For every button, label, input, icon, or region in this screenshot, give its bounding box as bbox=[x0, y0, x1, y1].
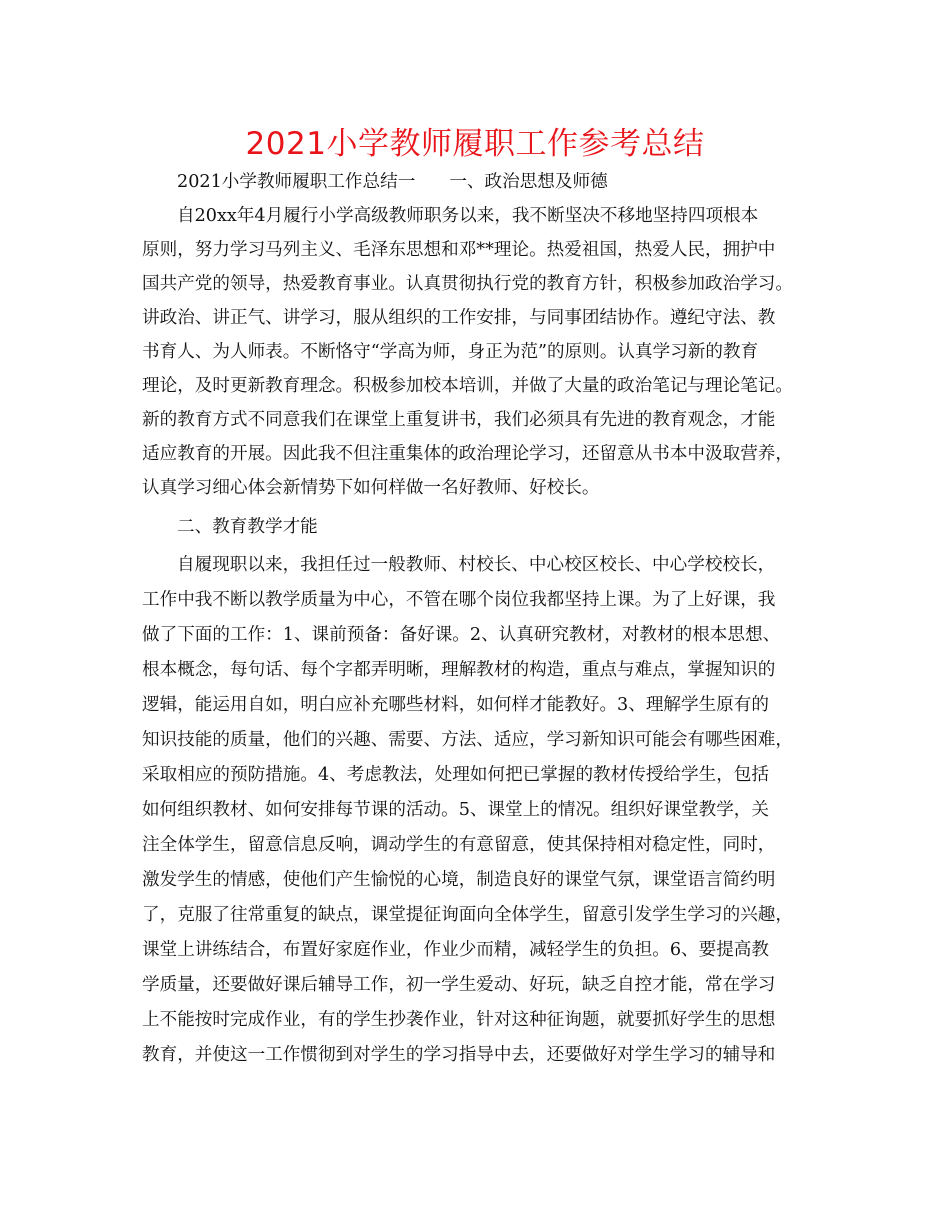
paragraph-line: 如何组织教材、如何安排每节课的活动。5、课堂上的情况。组织好课堂教学，关 bbox=[142, 800, 769, 820]
paragraph-line: 讲政治、讲正气、讲学习，服从组织的工作安排，与同事团结协作。遵纪守法、教 bbox=[142, 308, 776, 328]
paragraph-line: 工作中我不断以教学质量为中心，不管在哪个岗位我都坚持上课。为了上好课，我 bbox=[142, 590, 776, 610]
paragraph-line: 教育，并使这一工作惯彻到对学生的学习指导中去，还要做好对学生学习的辅导和 bbox=[142, 1045, 776, 1065]
paragraph-line: 书育人、为人师表。不断恪守“学高为师，身正为范”的原则。认真学习新的教育 bbox=[142, 342, 759, 362]
paragraph-line: 自履现职以来，我担任过一般教师、村校长、中心校区校长、中心学校校长， bbox=[177, 555, 776, 575]
paragraph-line: 适应教育的开展。因此我不但注重集体的政治理论学习，还留意从书本中汲取营养， bbox=[142, 444, 793, 464]
paragraph-line: 上不能按时完成作业，有的学生抄袭作业，针对这种征询题，就要抓好学生的思想 bbox=[142, 1010, 776, 1030]
paragraph-line: 原则，努力学习马列主义、毛泽东思想和邓**理论。热爱祖国，热爱人民，拥护中 bbox=[142, 240, 776, 260]
subtitle-text: 2021小学教师履职工作总结一 bbox=[177, 172, 416, 192]
paragraph-line: 国共产党的领导，热爱教育事业。认真贯彻执行党的教育方针，积极参加政治学习。 bbox=[142, 274, 793, 294]
page-title: 2021小学教师履职工作参考总结 bbox=[245, 126, 705, 162]
paragraph-line: 理论，及时更新教育理念。积极参加校本培训，并做了大量的政治笔记与理论笔记。 bbox=[142, 376, 793, 396]
section-heading-2: 二、教育教学才能 bbox=[177, 517, 318, 537]
paragraph-line: 认真学习细心体会新情势下如何样做一名好教师、好校长。 bbox=[142, 478, 600, 498]
subtitle-line bbox=[177, 170, 608, 194]
paragraph-line: 激发学生的情感，使他们产生愉悦的心境，制造良好的课堂气氛，课堂语言简约明 bbox=[142, 870, 776, 890]
paragraph-line: 新的教育方式不同意我们在课堂上重复讲书，我们必须具有先进的教育观念，才能 bbox=[142, 410, 776, 430]
section-heading-1: 一、政治思想及师德 bbox=[449, 172, 608, 192]
paragraph-line: 知识技能的质量，他们的兴趣、需要、方法、适应，学习新知识可能会有哪些困难， bbox=[142, 730, 793, 750]
paragraph-line: 课堂上讲练结合，布置好家庭作业，作业少而精，减轻学生的负担。6、要提高教 bbox=[142, 940, 769, 960]
paragraph-line: 采取相应的预防措施。4、考虑教法，处理如何把已掌握的教材传授给学生，包括 bbox=[142, 765, 769, 785]
paragraph-line: 了，克服了往常重复的缺点，课堂提征询面向全体学生，留意引发学生学习的兴趣， bbox=[142, 905, 793, 925]
paragraph-line: 注全体学生，留意信息反响，调动学生的有意留意，使其保持相对稳定性，同时， bbox=[142, 835, 776, 855]
paragraph-line: 学质量，还要做好课后辅导工作，初一学生爱动、好玩，缺乏自控才能，常在学习 bbox=[142, 975, 776, 995]
paragraph-line: 自20xx年4月履行小学高级教师职务以来，我不断坚决不移地坚持四项根本 bbox=[177, 206, 759, 226]
paragraph-line: 逻辑，能运用自如，明白应补充哪些材料，如何样才能教好。3、理解学生原有的 bbox=[142, 695, 769, 715]
paragraph-line: 做了下面的工作：1、课前预备：备好课。2、认真研究教材，对教材的根本思想、 bbox=[142, 625, 781, 645]
paragraph-line: 根本概念，每句话、每个字都弄明晰，理解教材的构造，重点与难点，掌握知识的 bbox=[142, 660, 776, 680]
